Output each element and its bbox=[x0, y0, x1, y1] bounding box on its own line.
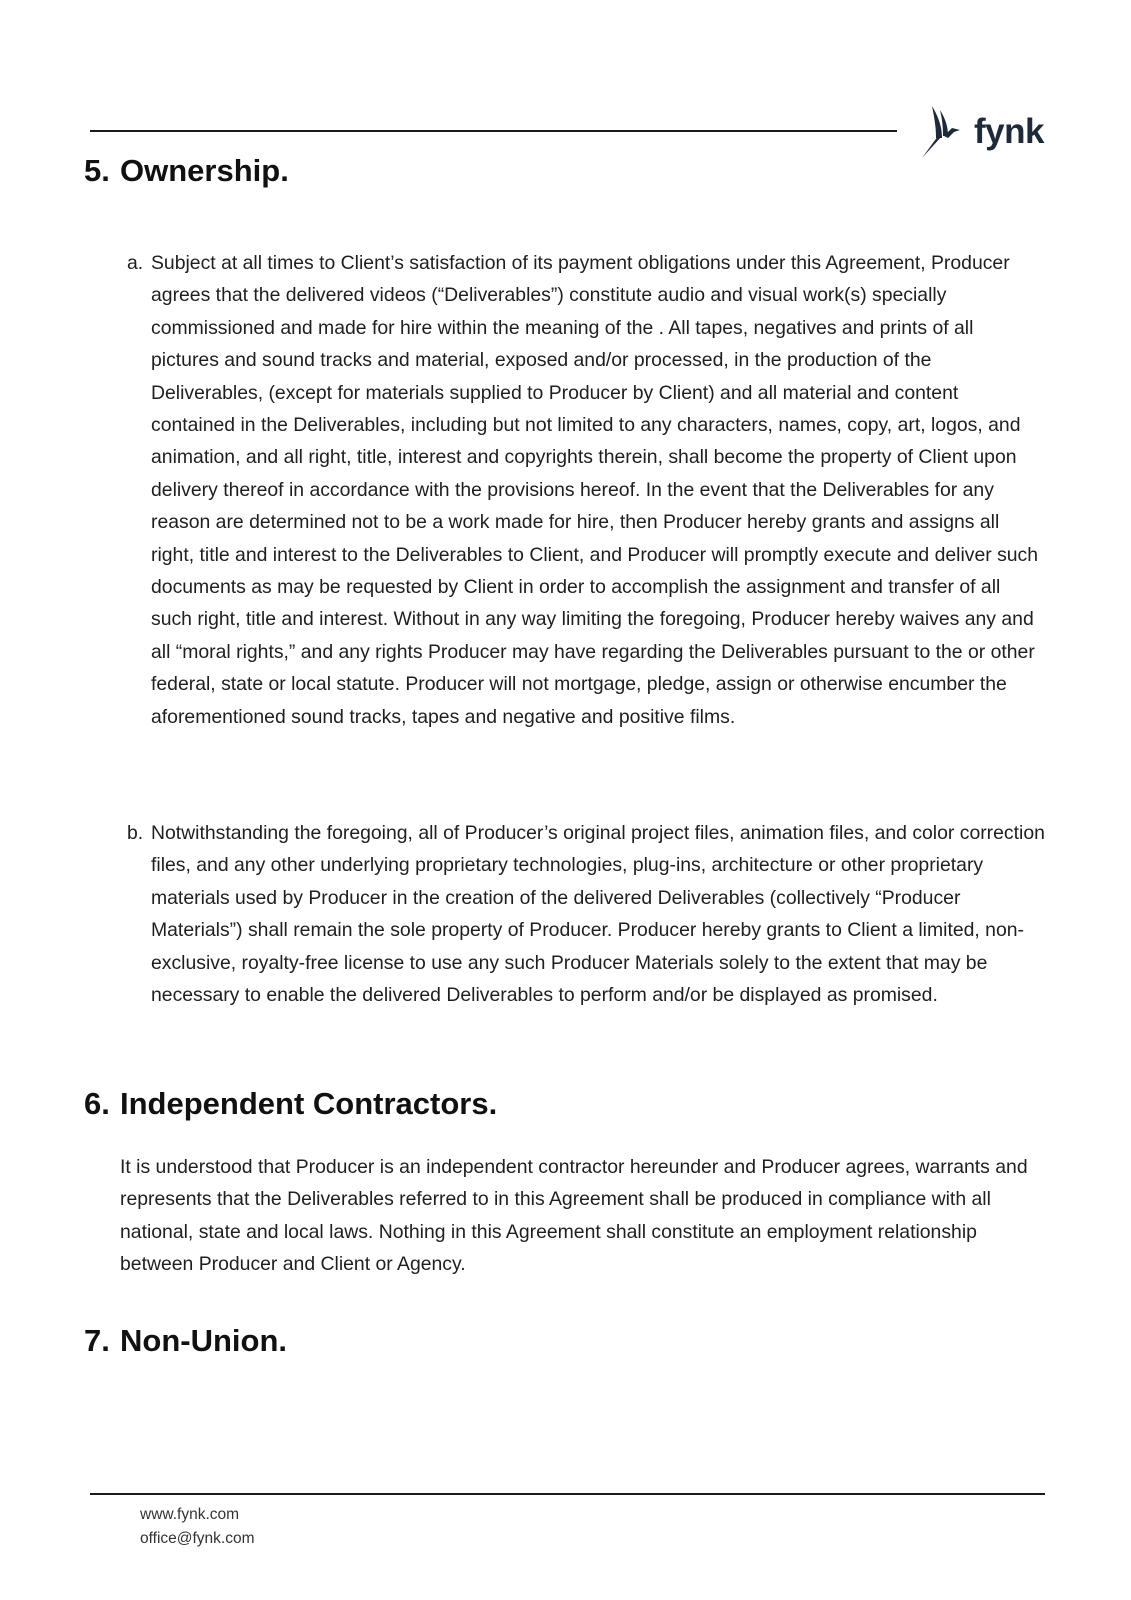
footer-divider bbox=[90, 1493, 1045, 1495]
section-6-heading bbox=[84, 1085, 497, 1122]
section-5-number: 5. bbox=[84, 153, 110, 188]
section-6-number: 6. bbox=[84, 1086, 110, 1121]
section-6-body: It is understood that Producer is an independent contractor hereunder and Producer agrees, warrants and represents that the Deliverables referred to in this Agreement shall be produced in compliance with all national, state and local laws. Nothing in this Agreement shall constitute an employment relationship between Producer and Client or Agency. bbox=[120, 1156, 1028, 1276]
brand-name: fynk bbox=[974, 111, 1044, 151]
bird-logo-icon bbox=[918, 102, 972, 160]
footer-email: office@fynk.com bbox=[140, 1530, 255, 1547]
section-7-heading bbox=[84, 1322, 287, 1359]
fynk-logo bbox=[918, 100, 1050, 162]
footer-website: www.fynk.com bbox=[140, 1506, 240, 1523]
clause-5b-text: Notwithstanding the foregoing, all of Producer’s original project files, animation files, and color correction files, and any other underlying proprietary technologies, plug-ins, architecture or other proprietary materials used by Producer in the creation of the delivered Deliverables (collectively “Producer Materials”) shall remain the sole property of Producer. Producer hereby grants to Client a limited, non-exclusive, royalty-free license to use any such Producer Materials solely to the extent that may be necessary to enable the delivered Deliverables to perform and/or be displayed as promised. bbox=[151, 822, 1045, 1007]
clause-5b bbox=[127, 817, 1052, 1011]
section-5-title: Ownership. bbox=[120, 153, 289, 188]
section-6-title: Independent Contractors. bbox=[120, 1086, 498, 1121]
section-7-number: 7. bbox=[84, 1323, 110, 1358]
clause-5b-marker: b. bbox=[127, 822, 144, 844]
section-5-heading bbox=[84, 152, 289, 189]
section-7-title: Non-Union. bbox=[120, 1323, 288, 1358]
header-divider bbox=[90, 130, 897, 132]
clause-5a-marker: a. bbox=[127, 252, 144, 274]
clause-5a bbox=[127, 247, 1052, 733]
clause-5a-text: Subject at all times to Client’s satisfaction of its payment obligations under this Agreement, Producer agrees that the delivered videos (“Deliverables”) constitute audio and visual work(s) specially commissioned and made for hire within the meaning of the . All tapes, negatives and prints of all pictures and sound tracks and material, exposed and/or processed, in the production of the Deliverables, (except for materials supplied to Producer by Client) and all material and content contained in the Deliverables, including but not limited to any characters, names, copy, art, logos, and animation, and all right, title, interest and copyrights therein, shall become the property of Client upon delivery thereof in accordance with the provisions hereof. In the event that the Deliverables for any reason are determined not to be a work made for hire, then Producer hereby grants and assigns all right, title and interest to the Deliverables to Client, and Producer will promptly execute and deliver such documents as may be requested by Client in order to accomplish the assignment and transfer of all such right, title and interest. Without in any way limiting the foregoing, Producer hereby waives any and all “moral rights,” and any rights Producer may have regarding the Deliverables pursuant to the or other federal, state or local statute. Producer will not mortgage, pledge, assign or otherwise encumber the aforementioned sound tracks, tapes and negative and positive films. bbox=[151, 252, 1039, 728]
